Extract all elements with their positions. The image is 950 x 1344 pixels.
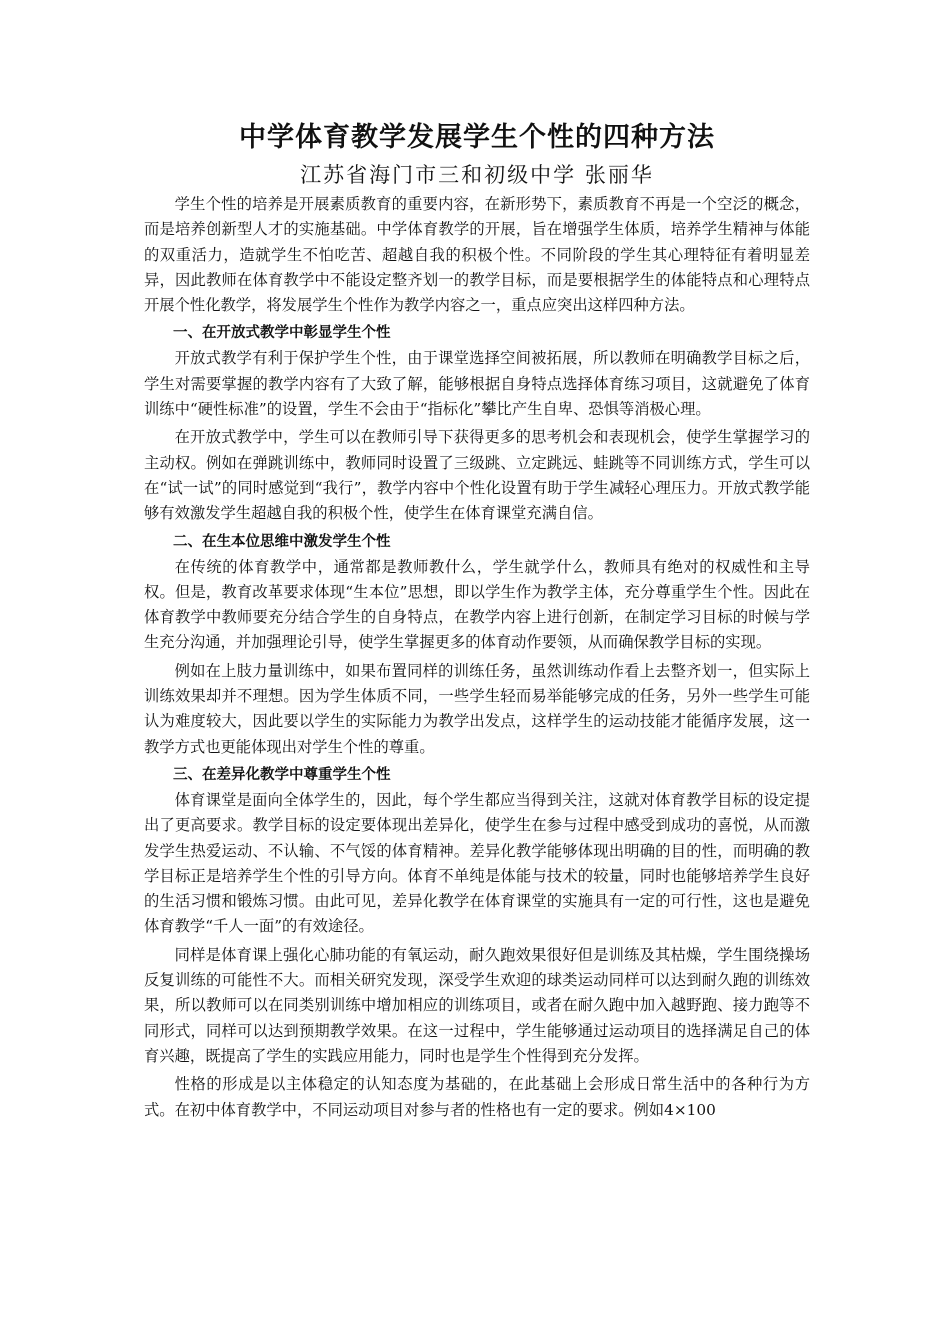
section-1-paragraph-2: 在开放式教学中，学生可以在教师引导下获得更多的思考机会和表现机会，使学生掌握学习的主动权。例如在弹跳训练中，教师同时设置了三级跳、立定跳远、蛙跳等不同训练方式，学生可以在“试一试”的同时感觉到“我行”，教学内容中个性化设置有助于学生减轻心理压力。开放式教学能够有效激发学生超越自我的积极个性，使学生在体育课堂充满自信。 xyxy=(144,428,810,523)
section-2-paragraph-2: 例如在上肢力量训练中，如果布置同样的训练任务，虽然训练动作看上去整齐划一，但实际上训练效果却并不理想。因为学生体质不同，一些学生轻而易举能够完成的任务，另外一些学生可能认为难度较大，因此要以学生的实际能力为教学出发点，这样学生的运动技能才能循序发展，这一教学方式也更能体现出对学生个性的尊重。 xyxy=(144,661,810,756)
section-3-paragraph-1: 体育课堂是面向全体学生的，因此，每个学生都应当得到关注，这就对体育教学目标的设定提出了更高要求。教学目标的设定要体现出差异化，使学生在参与过程中感受到成功的喜悦，从而激发学生热爱运动、不认输、不气馁的体育精神。差异化教学能够体现出明确的目的性，而明确的教学目标正是培养学生个性的引导方向。体育不单纯是体能与技术的较量，同时也能够培养学生良好的生活习惯和锻炼习惯。由此可见，差异化教学在体育课堂的实施具有一定的可行性，这也是避免体育教学“千人一面”的有效途径。 xyxy=(144,790,810,936)
intro-paragraph: 学生个性的培养是开展素质教育的重要内容，在新形势下，素质教育不再是一个空泛的概念，而是培养创新型人才的实施基础。中学体育教学的开展，旨在增强学生体质，培养学生精神与体能的双重活力，造就学生不怕吃苦、超越自我的积极个性。不同阶段的学生其心理特征有着明显差异，因此教师在体育教学中不能设定整齐划一的教学目标，而是要根据学生的体能特点和心理特点开展个性化教学，将发展学生个性作为教学内容之一，重点应突出这样四种方法。 xyxy=(144,195,810,315)
document-page xyxy=(144,118,810,1126)
section-2-paragraph-1: 在传统的体育教学中，通常都是教师教什么，学生就学什么，教师具有绝对的权威性和主导权。但是，教育改革要求体现“生本位”思想，即以学生作为教学主体，充分尊重学生个性。因此在体育教学中教师要充分结合学生的自身特点，在教学内容上进行创新，在制定学习目标的时候与学生充分沟通，并加强理论引导，使学生掌握更多的体育动作要领，从而确保教学目标的实现。 xyxy=(144,557,810,652)
section-1-paragraph-1: 开放式教学有利于保护学生个性，由于课堂选择空间被拓展，所以教师在明确教学目标之后，学生对需要掌握的教学内容有了大致了解，能够根据自身特点选择体育练习项目，这就避免了体育训练中“硬性标准”的设置，学生不会由于“指标化”攀比产生自卑、恐惧等消极心理。 xyxy=(144,349,810,419)
section-1-heading: 一、在开放式教学中彰显学生个性 xyxy=(173,325,391,342)
section-3-paragraph-3: 性格的形成是以主体稳定的认知态度为基础的，在此基础上会形成日常生活中的各种行为方式。在初中体育教学中，不同运动项目对参与者的性格也有一定的要求。例如4×100 xyxy=(144,1075,810,1119)
section-3-heading: 三、在差异化教学中尊重学生个性 xyxy=(173,766,391,783)
author-byline: 江苏省海门市三和初级中学 张丽华 xyxy=(300,163,654,187)
section-2-heading: 二、在生本位思维中激发学生个性 xyxy=(173,533,391,550)
document-title: 中学体育教学发展学生个性的四种方法 xyxy=(239,122,715,153)
section-3-paragraph-2: 同样是体育课上强化心肺功能的有氧运动，耐久跑效果很好但是训练及其枯燥，学生围绕操场反复训练的可能性不大。而相关研究发现，深受学生欢迎的球类运动同样可以达到耐久跑的训练效果，所以教师可以在同类别训练中增加相应的训练项目，或者在耐久跑中加入越野跑、接力跑等不同形式，同样可以达到预期教学效果。在这一过程中，学生能够通过运动项目的选择满足自己的体育兴趣，既提高了学生的实践应用能力，同时也是学生个性得到充分发挥。 xyxy=(144,945,810,1065)
